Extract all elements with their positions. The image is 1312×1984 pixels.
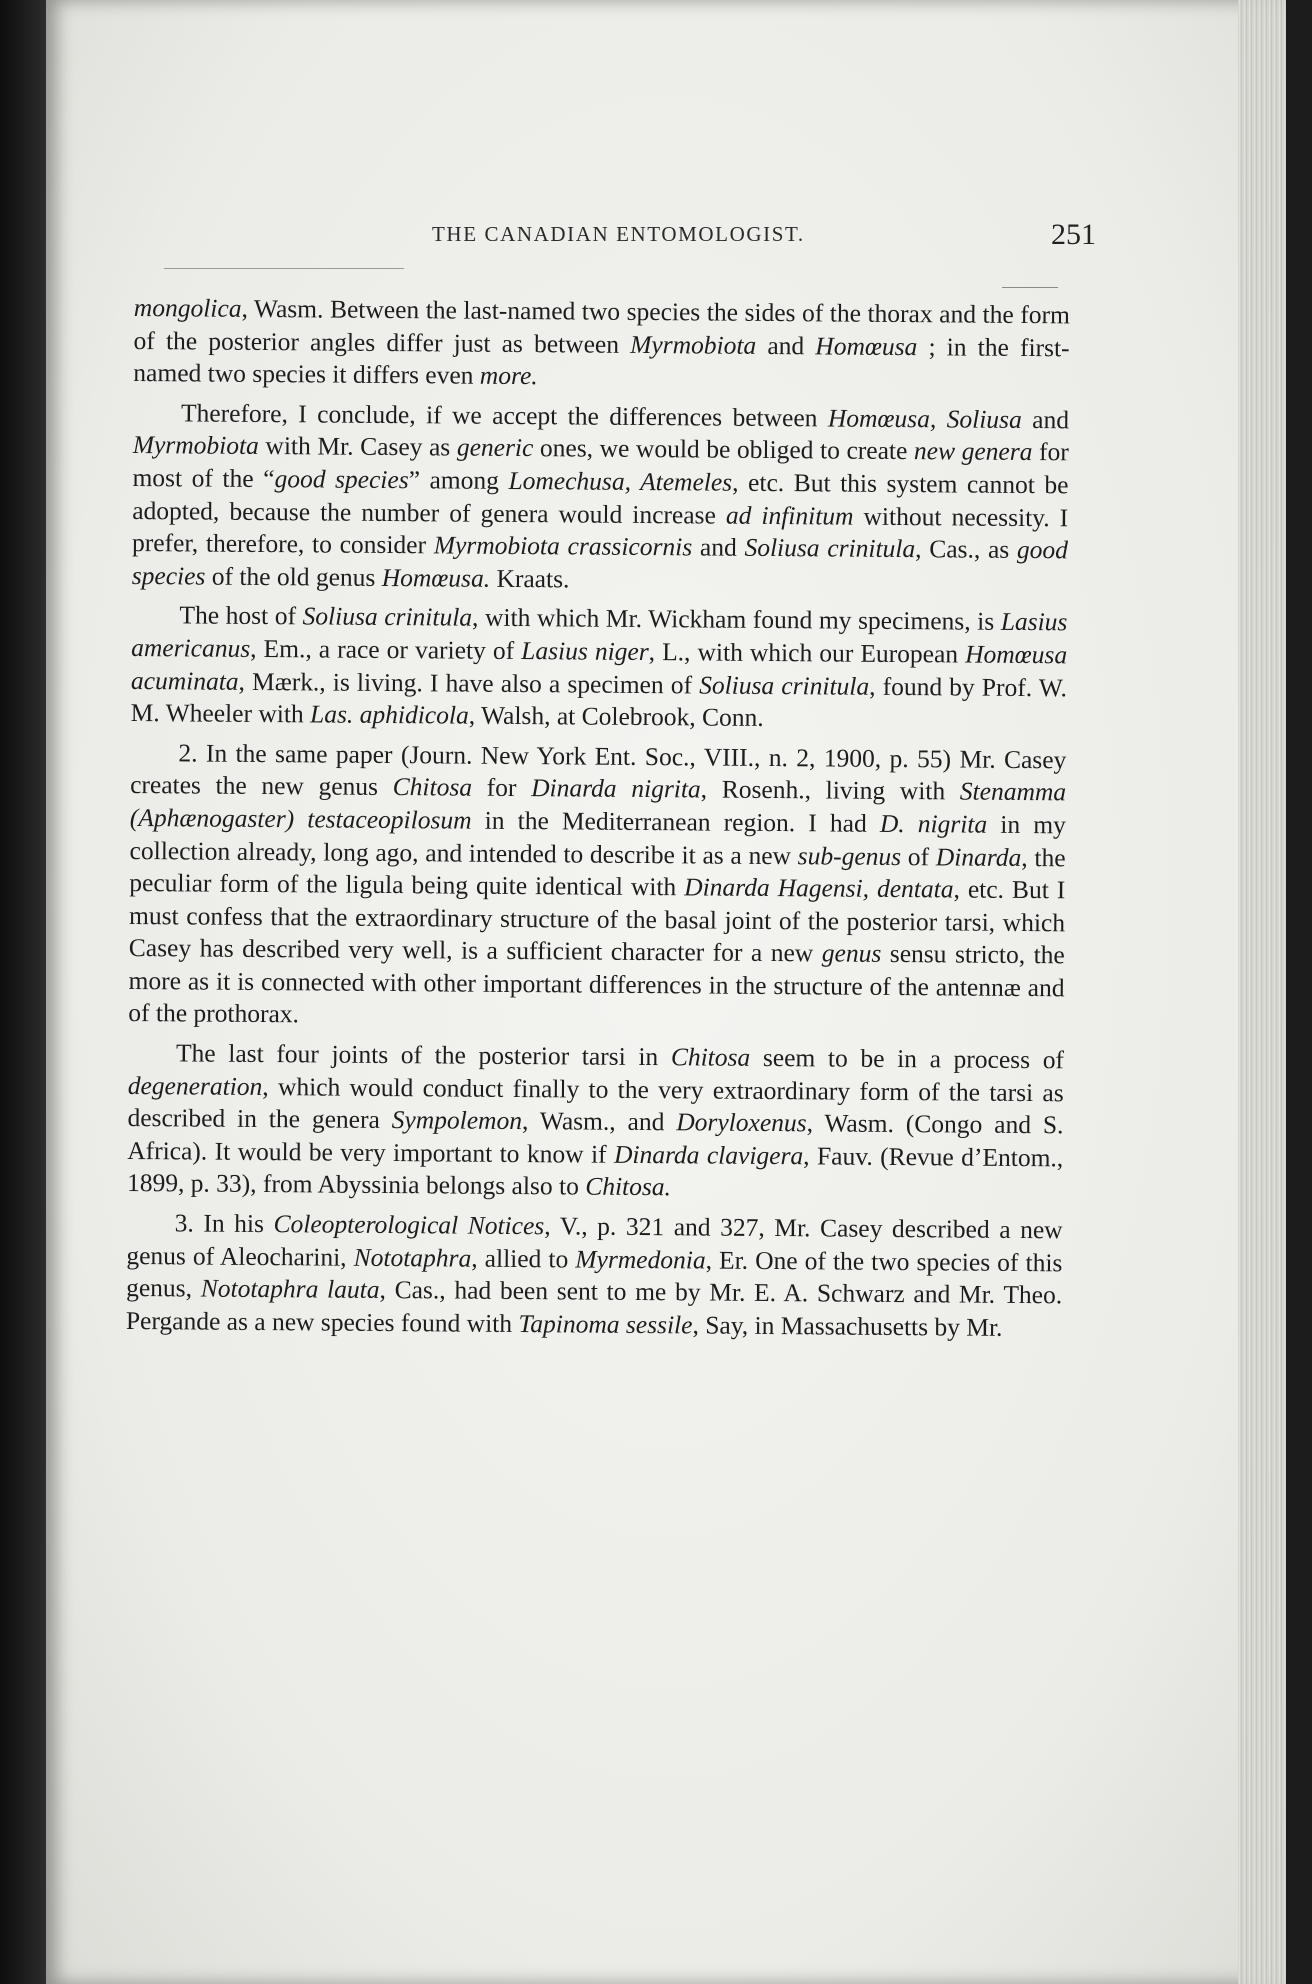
italic-text: Soliusa crinitula — [302, 601, 473, 633]
text-run: , Er. One of the two species of this genus, — [126, 1245, 1063, 1303]
italic-text: Homœusa. — [381, 562, 491, 593]
italic-text: Nototaphra lauta — [200, 1273, 380, 1305]
italic-text: Homœusa acuminata — [130, 639, 1068, 696]
text-run: , which would conduct finally to the very extraordinary form of the tarsi as described in the genera — [127, 1071, 1064, 1135]
italic-text: Dinarda Hagensi, dentata — [684, 872, 954, 904]
paragraph — [126, 1207, 1063, 1345]
page-edge-stack — [1238, 0, 1286, 1984]
body-text — [126, 292, 1070, 1352]
text-run: , Cas., had been sent to me by Mr. E. A. Schwarz and Mr. Theo. Pergande as a new species found with — [125, 1275, 1063, 1338]
paragraph — [131, 599, 1068, 737]
text-run: in my collection already, long ago, and intended to describe it as a new — [129, 809, 1066, 870]
italic-text: Nototaphra — [353, 1242, 472, 1273]
text-run: and — [692, 532, 745, 562]
text-run: sensu stricto, the more as it is connected with other important differences in the structure of the antennæ and of the prothorax. — [128, 939, 1065, 1029]
italic-text: genus — [821, 938, 882, 969]
italic-text: Myrmobiota crassicornis — [433, 530, 693, 562]
header-rule-right — [1002, 287, 1058, 288]
paragraph — [127, 1037, 1064, 1207]
italic-text: Lasius americanus — [131, 607, 1068, 663]
italic-text: Chitosa — [392, 772, 473, 802]
text-run: Kraats. — [490, 563, 570, 594]
italic-text: good species — [131, 535, 1069, 591]
text-run: of the old genus — [205, 561, 382, 592]
italic-text: Homœusa — [815, 330, 918, 361]
text-run: ones, we would be obliged to create — [533, 433, 915, 466]
text-run: , etc. But this system cannot be adopted, because the number of genera would increase — [132, 467, 1069, 530]
italic-text: Doryloxenus — [676, 1107, 807, 1138]
text-run: The host of — [179, 600, 303, 631]
text-run: seem to be in a process of — [750, 1042, 1065, 1075]
text-run: , allied to — [471, 1243, 576, 1274]
italic-text: Myrmedonia — [575, 1244, 706, 1275]
italic-text: Coleopterological Notices — [273, 1209, 545, 1241]
text-run: , Mærk., is living. I have also a specimen of — [238, 666, 700, 699]
text-run: without necessity. I prefer, therefore, to consider — [131, 501, 1069, 560]
italic-text: Chitosa. — [585, 1172, 672, 1202]
text-run: , Walsh, at Colebrook, Conn. — [468, 700, 764, 733]
italic-text: Dinarda clavigera — [613, 1139, 804, 1171]
paragraph — [128, 737, 1066, 1038]
text-run: ” among — [408, 465, 509, 495]
italic-text: Lasius niger — [521, 635, 649, 666]
running-title: THE CANADIAN ENTOMOLOGIST. — [432, 222, 805, 246]
text-run: , Cas., as — [915, 534, 1018, 565]
text-run: , the peculiar form of the ligula being quite identical with — [129, 842, 1066, 902]
page-header — [96, 218, 1096, 258]
text-run: in the Mediterranean region. I had — [471, 805, 880, 838]
text-run: 3. In his — [174, 1208, 274, 1239]
italic-text: Dinarda — [935, 841, 1022, 872]
paragraph — [133, 292, 1070, 397]
paragraph — [132, 397, 1070, 600]
italic-text: degeneration — [127, 1070, 263, 1101]
text-run: , Rosenh., living with — [700, 774, 960, 806]
text-run: , with which Mr. Wickham found my specimens, is — [471, 603, 1001, 637]
text-run: , Fauv. (Revue d’Entom., 1899, p. 33), from Abyssinia belongs also to — [126, 1141, 1064, 1202]
italic-text: mongolica — [133, 292, 242, 323]
italic-text: more. — [479, 360, 538, 391]
text-run: , L., with which our European — [648, 636, 966, 669]
text-run: , Wasm. Between the last-named two species the sides of the thorax and the form of the posterior angles differ just as between — [133, 293, 1070, 359]
text-run: , Wasm., and — [521, 1106, 677, 1137]
italic-text: Lomechusa, Atemeles — [508, 465, 733, 497]
italic-text: generic — [456, 432, 534, 463]
text-run: for most of the “ — [132, 437, 1069, 494]
text-run: 2. In the same paper (Journ. New York Ent. Soc., VIII., n. 2, 1900, p. 55) Mr. Casey creates the new genus — [130, 738, 1067, 802]
italic-text: Soliusa crinitula — [744, 532, 916, 564]
text-run: , V., p. 321 and 327, Mr. Casey described a new genus of Aleocharini, — [126, 1211, 1063, 1272]
text-run: Therefore, I conclude, if we accept the differences between — [180, 398, 829, 433]
text-run: , Em., a race or variety of — [250, 633, 522, 665]
italic-text: Chitosa — [670, 1042, 751, 1072]
header-rule-left — [164, 268, 404, 269]
italic-text: ad infinitum — [725, 500, 854, 531]
italic-text: Stenamma (Aphænogaster) testaceopilosum — [129, 776, 1067, 835]
italic-text: good species — [274, 464, 409, 495]
text-run: with Mr. Casey as — [258, 431, 457, 462]
italic-text: Myrmobiota — [132, 430, 259, 461]
italic-text: sub-genus — [797, 840, 902, 871]
italic-text: Homœusa, Soliusa — [827, 403, 1022, 434]
italic-text: Tapinoma sessile — [518, 1308, 693, 1340]
text-run: of — [901, 841, 936, 871]
text-run: and — [756, 330, 816, 360]
text-run: ; in the first-named two species it differs even — [133, 331, 1070, 390]
italic-text: Soliusa crinitula — [699, 669, 870, 701]
text-run: for — [471, 772, 532, 803]
italic-text: new genera — [913, 436, 1033, 467]
text-run: , etc. But I must confess that the extraordinary structure of the basal joint of the posterior tarsi, which Casey has described very well, is a sufficient character for a new — [128, 874, 1066, 968]
italic-text: Las. aphidicola — [309, 699, 469, 730]
italic-text: Dinarda nigrita — [531, 773, 701, 804]
page-number: 251 — [1051, 218, 1096, 251]
text-run: The last four joints of the posterior tarsi in — [175, 1038, 672, 1072]
italic-text: D. nigrita — [879, 808, 988, 839]
text-run: and — [1021, 404, 1070, 435]
text-run: , Wasm. (Congo and S. Africa). It would be very important to know if — [127, 1108, 1064, 1169]
text-run: , found by Prof. W. M. Wheeler with — [130, 671, 1068, 729]
text-run: , Say, in Massachusetts by Mr. — [692, 1310, 1003, 1342]
italic-text: Myrmobiota — [630, 329, 757, 360]
italic-text: Sympolemon — [391, 1105, 523, 1136]
